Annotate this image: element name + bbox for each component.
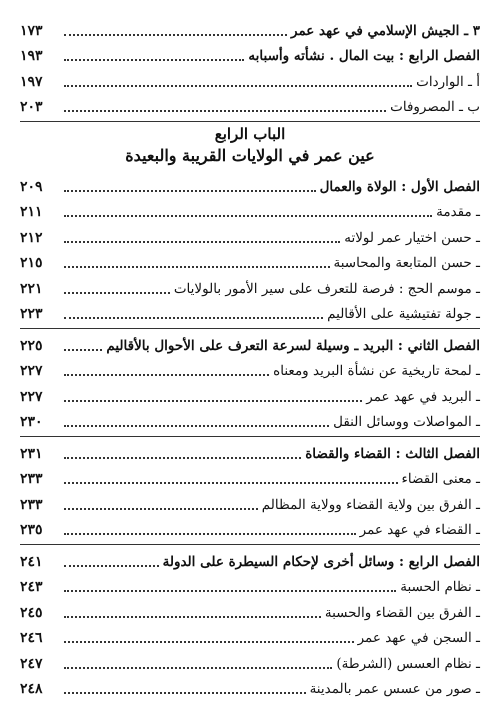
toc-page-number: ٢٢٣ xyxy=(20,306,43,322)
top-section xyxy=(20,16,480,118)
dot-leader xyxy=(64,490,258,510)
toc-page-number: ٢٣٣ xyxy=(20,471,43,487)
toc-page-number: ٢٤٧ xyxy=(20,655,43,672)
toc-page-number: ٢٠٩ xyxy=(20,178,43,195)
toc-entry-title: ـ الفرق بين القضاء والحسبة xyxy=(324,604,480,621)
dot-leader xyxy=(64,197,432,217)
toc-entry xyxy=(20,249,480,275)
toc-entry xyxy=(20,198,480,224)
toc-entry xyxy=(20,649,480,675)
toc-entry-title: ـ نظام الحسبة xyxy=(400,579,480,595)
dot-leader xyxy=(64,248,330,268)
toc-page-number: ٢٤٣ xyxy=(20,579,43,595)
dot-leader xyxy=(64,515,356,535)
toc-entry-title: الفصل الأول : الولاة والعمال xyxy=(319,178,480,195)
toc-entry-title: ـ الفرق بين ولاية القضاء وولاية المظالم xyxy=(261,496,480,513)
separator-line xyxy=(20,544,480,545)
dot-leader xyxy=(64,547,159,567)
toc-entry-title: الفصل الرابع : بيت المال . نشأته وأسبابه xyxy=(248,48,480,64)
toc-entry xyxy=(20,93,480,119)
dot-leader xyxy=(64,274,170,294)
toc-entry-title: ـ لمحة تاريخية عن نشأة البريد ومعناه xyxy=(273,363,480,379)
toc-chapter-entry xyxy=(20,439,480,465)
toc-page-number: ٢٣٠ xyxy=(20,414,43,430)
dot-leader xyxy=(64,649,332,669)
toc-entry-title: ـ جولة تفتيشية على الأقاليم xyxy=(327,306,480,322)
toc-page-number: ٢١٥ xyxy=(20,255,43,271)
toc-entry-title: ـ حسن المتابعة والمحاسبة xyxy=(333,255,480,271)
toc-page-number: ١٧٣ xyxy=(20,22,43,39)
dot-leader xyxy=(64,356,269,376)
toc-entry xyxy=(20,675,480,701)
toc-entry-title: أ ـ الواردات xyxy=(416,73,480,90)
dot-leader xyxy=(64,16,287,36)
dot-leader xyxy=(64,623,354,643)
dot-leader xyxy=(64,331,102,351)
chapter-2-section xyxy=(20,331,480,433)
toc-page-number: ٢٢١ xyxy=(20,280,43,297)
toc-entry xyxy=(20,465,480,491)
dot-leader xyxy=(64,464,398,484)
toc-page-number: ٢١٢ xyxy=(20,229,43,246)
toc-page-number: ٢٤٥ xyxy=(20,604,43,621)
part-subtitle: عين عمر في الولايات القريبة والبعيدة xyxy=(125,146,375,165)
toc-entry-title: ـ السجن في عهد عمر xyxy=(357,630,480,646)
toc-chapter-entry xyxy=(20,42,480,68)
dot-leader xyxy=(64,67,412,87)
toc-entry-title: ٣ ـ الجيش الإسلامي في عهد عمر xyxy=(291,22,480,39)
chapter-1-section xyxy=(20,172,480,325)
dot-leader xyxy=(64,382,362,402)
dot-leader xyxy=(64,598,321,618)
toc-chapter-entry xyxy=(20,172,480,198)
toc-entry xyxy=(20,382,480,408)
toc-entry xyxy=(20,67,480,93)
toc-entry xyxy=(20,490,480,516)
toc-entry-title: الفصل الثالث : القضاء والقضاة xyxy=(305,445,480,462)
toc-entry-title: ـ معنى القضاء xyxy=(401,471,480,487)
dot-leader xyxy=(64,439,301,459)
toc-page-number: ٢٠٣ xyxy=(20,99,43,115)
toc-entry-title: الفصل الرابع : وسائل أخرى لإحكام السيطرة على الدولة xyxy=(162,553,480,570)
toc-entry-title: ـ البريد في عهد عمر xyxy=(366,388,480,405)
dot-leader xyxy=(64,407,329,427)
separator-line xyxy=(20,436,480,437)
dot-leader xyxy=(64,92,386,112)
toc-chapter-entry xyxy=(20,547,480,573)
toc-page-number: ١٩٣ xyxy=(20,48,43,64)
dot-leader xyxy=(64,223,340,243)
toc-entry xyxy=(20,274,480,300)
toc-entry-title: ـ القضاء في عهد عمر xyxy=(359,522,480,538)
toc-page xyxy=(20,16,480,700)
toc-entry xyxy=(20,624,480,650)
toc-entry xyxy=(20,408,480,434)
dot-leader xyxy=(64,572,396,592)
toc-entry xyxy=(20,516,480,542)
separator-line xyxy=(20,121,480,122)
toc-entry xyxy=(20,598,480,624)
toc-entry-title: ـ المواصلات ووسائل النقل xyxy=(333,414,480,430)
toc-page-number: ٢٤٨ xyxy=(20,681,43,697)
toc-entry xyxy=(20,223,480,249)
toc-page-number: ٢٤٦ xyxy=(20,630,43,646)
toc-entry-title: ب ـ المصروفات xyxy=(390,99,480,115)
toc-page-number: ٢١١ xyxy=(20,204,43,220)
toc-chapter-entry xyxy=(20,331,480,357)
toc-page-number: ٢٢٥ xyxy=(20,337,43,354)
toc-entry-title: ـ صور من عسس عمر بالمدينة xyxy=(309,681,480,697)
toc-page-number: ٢٢٧ xyxy=(20,388,43,405)
toc-page-number: ٢٣٥ xyxy=(20,522,43,538)
toc-entry-title: ـ نظام العسس (الشرطة) xyxy=(336,655,480,672)
toc-entry xyxy=(20,300,480,326)
chapter-4-section xyxy=(20,547,480,700)
toc-entry xyxy=(20,573,480,599)
toc-page-number: ٢٣٣ xyxy=(20,496,43,513)
dot-leader xyxy=(64,172,316,192)
toc-chapter-entry xyxy=(20,16,480,42)
toc-page-number: ٢٢٧ xyxy=(20,363,43,379)
toc-entry-title: الفصل الثاني : البريد ـ وسيلة لسرعة التعرف على الأحوال بالأقاليم xyxy=(106,337,480,354)
toc-entry-title: ـ حسن اختيار عمر لولاته xyxy=(344,229,480,246)
toc-entry-title: ـ موسم الحج : فرصة للتعرف على سير الأمور بالولايات xyxy=(173,280,480,297)
chapter-3-section xyxy=(20,439,480,541)
toc-page-number: ١٩٧ xyxy=(20,73,43,90)
toc-page-number: ٢٤١ xyxy=(20,553,43,570)
dot-leader xyxy=(64,674,306,694)
toc-entry-title: ـ مقدمة xyxy=(436,204,480,220)
dot-leader xyxy=(64,41,244,61)
toc-page-number: ٢٣١ xyxy=(20,445,43,462)
part-title: الباب الرابع xyxy=(214,125,286,143)
toc-entry xyxy=(20,357,480,383)
dot-leader xyxy=(64,299,323,319)
separator-line xyxy=(20,328,480,329)
